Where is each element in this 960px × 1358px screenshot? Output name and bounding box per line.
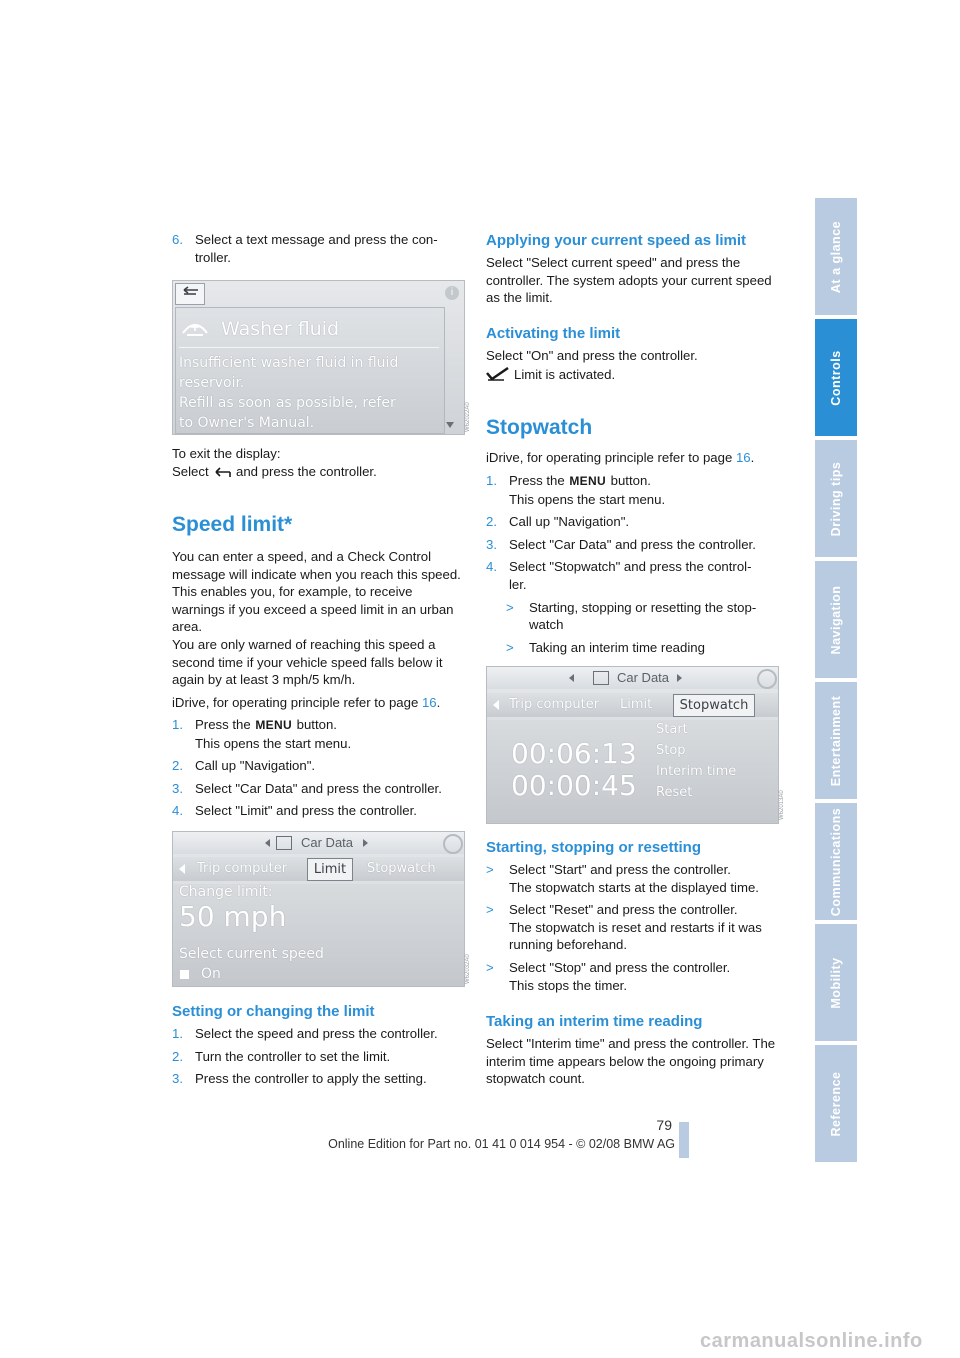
screen-message-1: Insufficient washer fluid in fluid: [179, 355, 399, 371]
screen-message-3: Refill as soon as possible, refer: [179, 395, 396, 411]
washer-icon: [179, 313, 211, 341]
ssr-bullet-3: [486, 959, 778, 994]
on-label: On: [201, 966, 221, 982]
page-number: 79: [656, 1117, 672, 1133]
set-step-2: [172, 1048, 464, 1066]
ssr-bullet-1: [486, 861, 778, 896]
tab-label: Navigation: [829, 585, 843, 654]
steps-list: [172, 716, 464, 820]
period: .: [750, 450, 755, 465]
menu-stop: Stop: [656, 743, 686, 758]
screen-message-4: to Owner's Manual.: [179, 415, 315, 431]
screen-message-2: reservoir.: [179, 375, 245, 391]
tab-trip-computer: Trip computer: [509, 697, 600, 712]
speed-limit-heading: Speed limit*: [172, 513, 293, 536]
left-arrow-icon: [569, 674, 574, 682]
tab-stopwatch: Stopwatch: [367, 861, 436, 876]
tab-navigation[interactable]: [815, 561, 857, 678]
tab-controls[interactable]: [815, 319, 857, 436]
step-2: [172, 757, 464, 775]
idrive-text: iDrive, for operating principle refer to page: [172, 695, 419, 710]
step-text-post: button.: [610, 473, 651, 488]
bullet-mark: >: [506, 639, 514, 655]
step-1: [172, 716, 464, 752]
tab-label: Entertainment: [829, 695, 843, 786]
exit-instructions: [172, 445, 462, 482]
controller-icon: [443, 834, 463, 854]
step-text: Select "Car Data" and press the controller.: [195, 780, 442, 796]
exit-select: Select: [172, 463, 209, 479]
bullet-mark: >: [506, 599, 514, 615]
step-number: 3.: [172, 1071, 183, 1087]
scroll-down-icon: [446, 422, 454, 428]
limit-screen: [172, 831, 465, 987]
activate-text: Select "On" and press the controller.: [486, 348, 698, 363]
screen-header: Car Data: [617, 670, 670, 685]
step-number: 3.: [486, 536, 497, 552]
bullet-text: Select "Start" and press the controller. The stopwatch starts at the displayed time.: [509, 862, 759, 895]
step-text: Press the: [195, 717, 251, 732]
step-text: Call up "Navigation".: [195, 758, 316, 774]
setting-heading: Setting or changing the limit: [172, 1003, 375, 1020]
tab-stopwatch: [673, 694, 755, 717]
step-text: Press the controller to apply the setting.: [195, 1071, 427, 1087]
step-text: Select a text message and press the con- troller.: [195, 232, 438, 265]
car-data-icon: [276, 836, 292, 850]
step-text: Select the speed and press the controller.: [195, 1026, 438, 1041]
exit-line-1: To exit the display:: [172, 446, 281, 461]
idrive-reference: [172, 694, 462, 712]
sw-step-2: [486, 513, 778, 531]
ssr-heading: Starting, stopping or resetting: [486, 839, 702, 856]
set-step-3: [172, 1070, 464, 1088]
sw-bullet-1: [506, 599, 778, 634]
tab-label: Mobility: [829, 956, 843, 1009]
right-arrow-icon: [677, 674, 682, 682]
screen-header: Car Data: [301, 835, 354, 850]
apply-heading: Applying your current speed as limit: [486, 232, 747, 249]
sw-step-1: [486, 472, 778, 508]
step-text: Press the: [509, 473, 565, 488]
period: .: [436, 695, 441, 710]
step-4: [172, 802, 464, 820]
page-link[interactable]: 16: [421, 695, 437, 710]
stopwatch-screen: [486, 666, 779, 824]
section-tabs: [815, 198, 857, 1166]
step-text: Select "Limit" and press the controller.: [195, 803, 417, 819]
tab-label: Driving tips: [829, 461, 843, 536]
activated-line: [486, 366, 776, 386]
tab-trip-computer: Trip computer: [197, 861, 288, 876]
exit-press: and press the controller.: [236, 463, 377, 479]
step-number: 2.: [172, 1048, 183, 1064]
set-step-1: [172, 1025, 464, 1043]
stopwatch-time-interim: 00:00:45: [511, 769, 637, 802]
limit-value: 50 mph: [179, 900, 287, 933]
step-text: Select "Stopwatch" and press the control- ler.: [509, 559, 752, 592]
tab-left-arrow-icon: [493, 700, 499, 710]
bullet-mark: >: [486, 959, 494, 975]
step-3: [172, 780, 464, 798]
select-current-speed: Select current speed: [179, 946, 324, 962]
step-line-2: This opens the start menu.: [509, 491, 666, 507]
page-marker: [679, 1122, 689, 1158]
bullet-text: Select "Stop" and press the controller. This stops the timer.: [509, 959, 731, 993]
tab-limit: [307, 858, 353, 881]
car-data-icon: [593, 671, 609, 685]
tab-label: Reference: [829, 1071, 843, 1136]
stopwatch-steps: [486, 472, 778, 656]
stopwatch-heading: Stopwatch: [486, 416, 593, 439]
setting-steps: [172, 1025, 464, 1088]
tab-label: Controls: [829, 349, 843, 406]
idrive-text: iDrive, for operating principle refer to page: [486, 450, 733, 465]
bullet-text: Taking an interim time reading: [529, 639, 705, 655]
interim-heading: Taking an interim time reading: [486, 1013, 703, 1030]
step-number: 2.: [172, 758, 183, 774]
washer-fluid-screen: [172, 280, 465, 435]
step-number: 1.: [172, 1026, 183, 1041]
step-number: 1.: [172, 717, 183, 732]
tab-label: Communications: [829, 807, 843, 916]
tab-at-a-glance[interactable]: [815, 198, 857, 315]
ssr-bullets: [486, 861, 778, 994]
speed-para-1: You can enter a speed, and a Check Control message will indicate when you reach this speed. This enables you, for example, to receive warnings if you exceed a speed limit in an urban area.: [172, 549, 461, 635]
step-line-2: This opens the start menu.: [195, 735, 352, 751]
tab-left-arrow-icon: [179, 864, 185, 874]
tab-stopwatch-label: Stopwatch: [679, 698, 749, 713]
info-icon: i: [445, 286, 459, 300]
bullet-text: Select "Reset" and press the controller. The stopwatch is reset and restarts if it was running beforehand.: [509, 902, 762, 953]
step-6: [172, 231, 462, 266]
tab-mobility[interactable]: [815, 924, 857, 1041]
menu-interim-time: Interim time: [656, 764, 737, 779]
left-arrow-icon: [265, 839, 270, 847]
back-icon: [175, 283, 205, 305]
watermark: carmanualsonline.info: [700, 1330, 923, 1352]
tab-entertainment[interactable]: [815, 682, 857, 799]
step-number: 2.: [486, 514, 497, 530]
bullet-mark: >: [486, 902, 494, 918]
menu-reset: Reset: [656, 785, 693, 800]
step-text: Select "Car Data" and press the controller.: [509, 536, 756, 552]
menu-button-icon: MENU: [569, 474, 606, 488]
activated-text: Limit is activated.: [514, 367, 616, 382]
bullet-mark: >: [486, 862, 494, 877]
change-limit-label: Change limit:: [179, 884, 273, 900]
tab-limit: Limit: [620, 697, 653, 712]
step-text: Turn the controller to set the limit.: [195, 1048, 391, 1064]
step-text-post: button.: [296, 717, 337, 732]
tab-reference[interactable]: [815, 1045, 857, 1162]
controller-icon: [757, 669, 777, 689]
menu-start: Start: [656, 722, 688, 737]
activate-heading: Activating the limit: [486, 325, 621, 342]
idrive-reference-right: [486, 449, 776, 467]
sw-bullet-2: [506, 639, 778, 657]
page-link[interactable]: 16: [735, 450, 751, 465]
tab-communications[interactable]: [815, 803, 857, 920]
screen-title: Washer fluid: [221, 318, 340, 340]
step-number: 4.: [172, 803, 183, 819]
menu-button-icon: MENU: [255, 718, 292, 732]
step-number: 4.: [486, 559, 497, 575]
ssr-bullet-2: [486, 901, 778, 954]
limit-check-icon: [486, 367, 510, 386]
sw-step-3: [486, 536, 778, 554]
tab-limit-label: Limit: [313, 862, 347, 877]
sw-step-4: [486, 558, 778, 593]
step-number: 3.: [172, 780, 183, 796]
step-number: 1.: [486, 473, 497, 488]
tab-label: At a glance: [829, 220, 843, 293]
stopwatch-time-primary: 00:06:13: [511, 737, 637, 770]
back-arrow-icon: [212, 465, 232, 483]
interim-text: Select "Interim time" and press the controller. The interim time appears below the ongoing primary stopwatch count.: [486, 1036, 776, 1087]
speed-para-2: You are only warned of reaching this speed a second time if your vehicle speed falls below it again by at least 3 mph/5 km/h.: [172, 637, 443, 688]
step-text: Call up "Navigation".: [509, 514, 630, 530]
checkbox-icon: [180, 970, 189, 979]
tab-driving-tips[interactable]: [815, 440, 857, 557]
apply-text: Select "Select current speed" and press the controller. The system adopts your current speed as the limit.: [486, 255, 772, 306]
footer-text: Online Edition for Part no. 01 41 0 014 954 - © 02/08 BMW AG: [328, 1137, 675, 1151]
step-number: 6.: [172, 232, 183, 247]
bullet-text: Starting, stopping or resetting the stop- watch: [529, 599, 757, 633]
right-arrow-icon: [363, 839, 368, 847]
